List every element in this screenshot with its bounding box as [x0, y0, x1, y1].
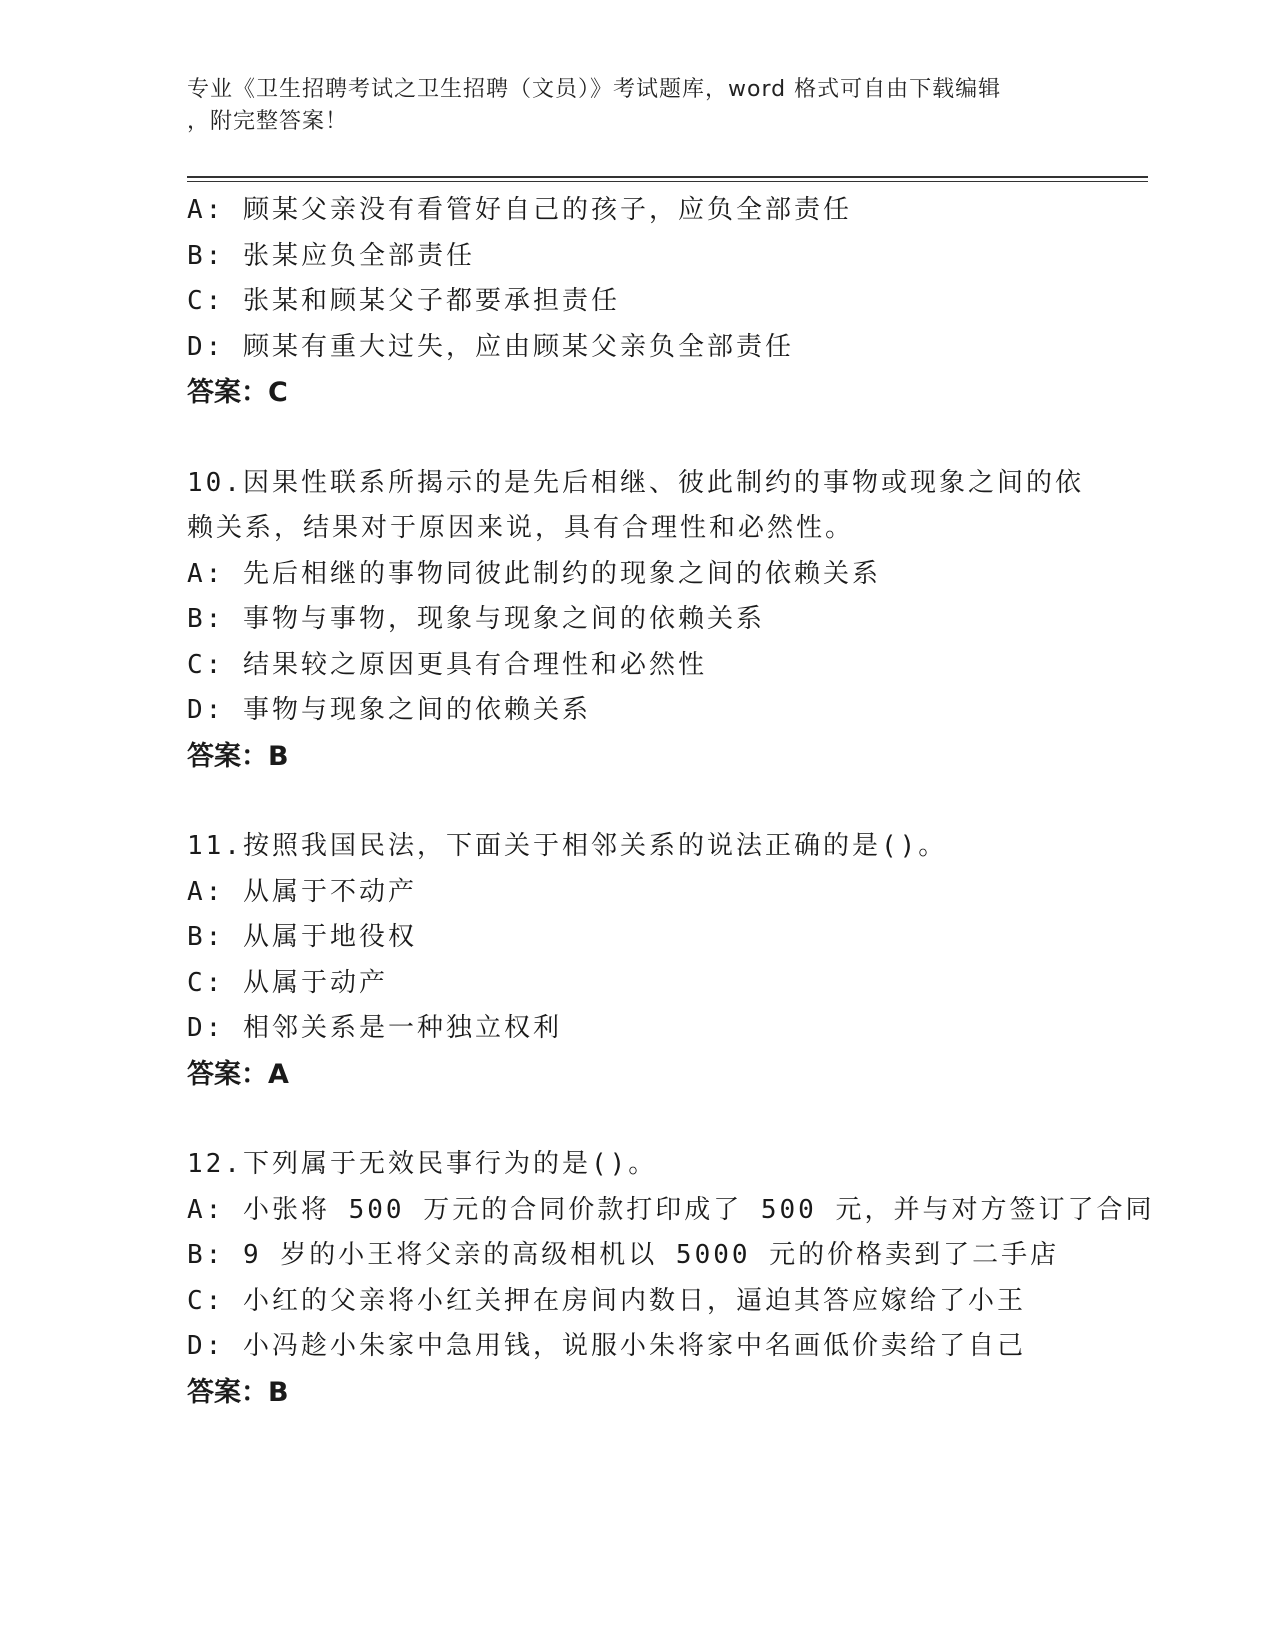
answer: 答案：A: [187, 1058, 289, 1090]
option-c: C: 从属于动产: [187, 967, 388, 998]
question-stem: 11.按照我国民法，下面关于相邻关系的说法正确的是()。: [187, 831, 948, 861]
option-c: C: 结果较之原因更具有合理性和必然性: [187, 649, 707, 680]
header-line-1: 专业《卫生招聘考试之卫生招聘（文员）》考试题库，word 格式可自由下载编辑: [187, 77, 1002, 102]
option-c: C: 张某和顾某父子都要承担责任: [187, 286, 620, 316]
option-c: C: 小红的父亲将小红关押在房间内数日，逼迫其答应嫁给了小王: [187, 1285, 1026, 1316]
option-d: D: 顾某有重大过失，应由顾某父亲负全部责任: [187, 331, 794, 362]
option-a: A: 先后相继的事物同彼此制约的现象之间的依赖关系: [187, 558, 881, 589]
option-a: A: 顾某父亲没有看管好自己的孩子，应负全部责任: [187, 195, 852, 225]
document-header: [187, 74, 1067, 138]
answer: 答案：B: [187, 1376, 289, 1408]
question-10: [187, 461, 1137, 780]
option-b: B: 张某应负全部责任: [187, 240, 475, 271]
header-line-2: ，附完整答案！: [187, 109, 349, 134]
option-a: A: 从属于不动产: [187, 876, 417, 907]
option-b: B: 事物与事物，现象与现象之间的依赖关系: [187, 604, 765, 634]
option-d: D: 事物与现象之间的依赖关系: [187, 695, 591, 725]
option-b: B: 从属于地役权: [187, 922, 417, 952]
option-d: D: 相邻关系是一种独立权利: [187, 1013, 562, 1043]
question-12: [187, 1142, 1155, 1415]
answer: 答案：B: [187, 740, 289, 772]
question-11: [187, 824, 1137, 1097]
option-d: D: 小冯趁小朱家中急用钱，说服小朱将家中名画低价卖给了自己: [187, 1331, 1026, 1361]
question-list: [187, 188, 1155, 1415]
question-9: [187, 188, 1137, 416]
option-b: B: 9 岁的小王将父亲的高级相机以 5000 元的价格卖到了二手店: [187, 1240, 1060, 1270]
option-a: A: 小张将 500 万元的合同价款打印成了 500 元，并与对方签订了合同: [187, 1194, 1155, 1225]
answer: 答案：C: [187, 377, 288, 408]
question-stem: 10.因果性联系所揭示的是先后相继、彼此制约的事物或现象之间的依: [187, 467, 1084, 498]
question-stem: 12.下列属于无效民事行为的是()。: [187, 1149, 658, 1179]
question-stem-cont: 赖关系，结果对于原因来说，具有合理性和必然性。: [187, 513, 855, 543]
header-rule-thin: [187, 181, 1148, 182]
header-rule-thick: [187, 176, 1148, 178]
